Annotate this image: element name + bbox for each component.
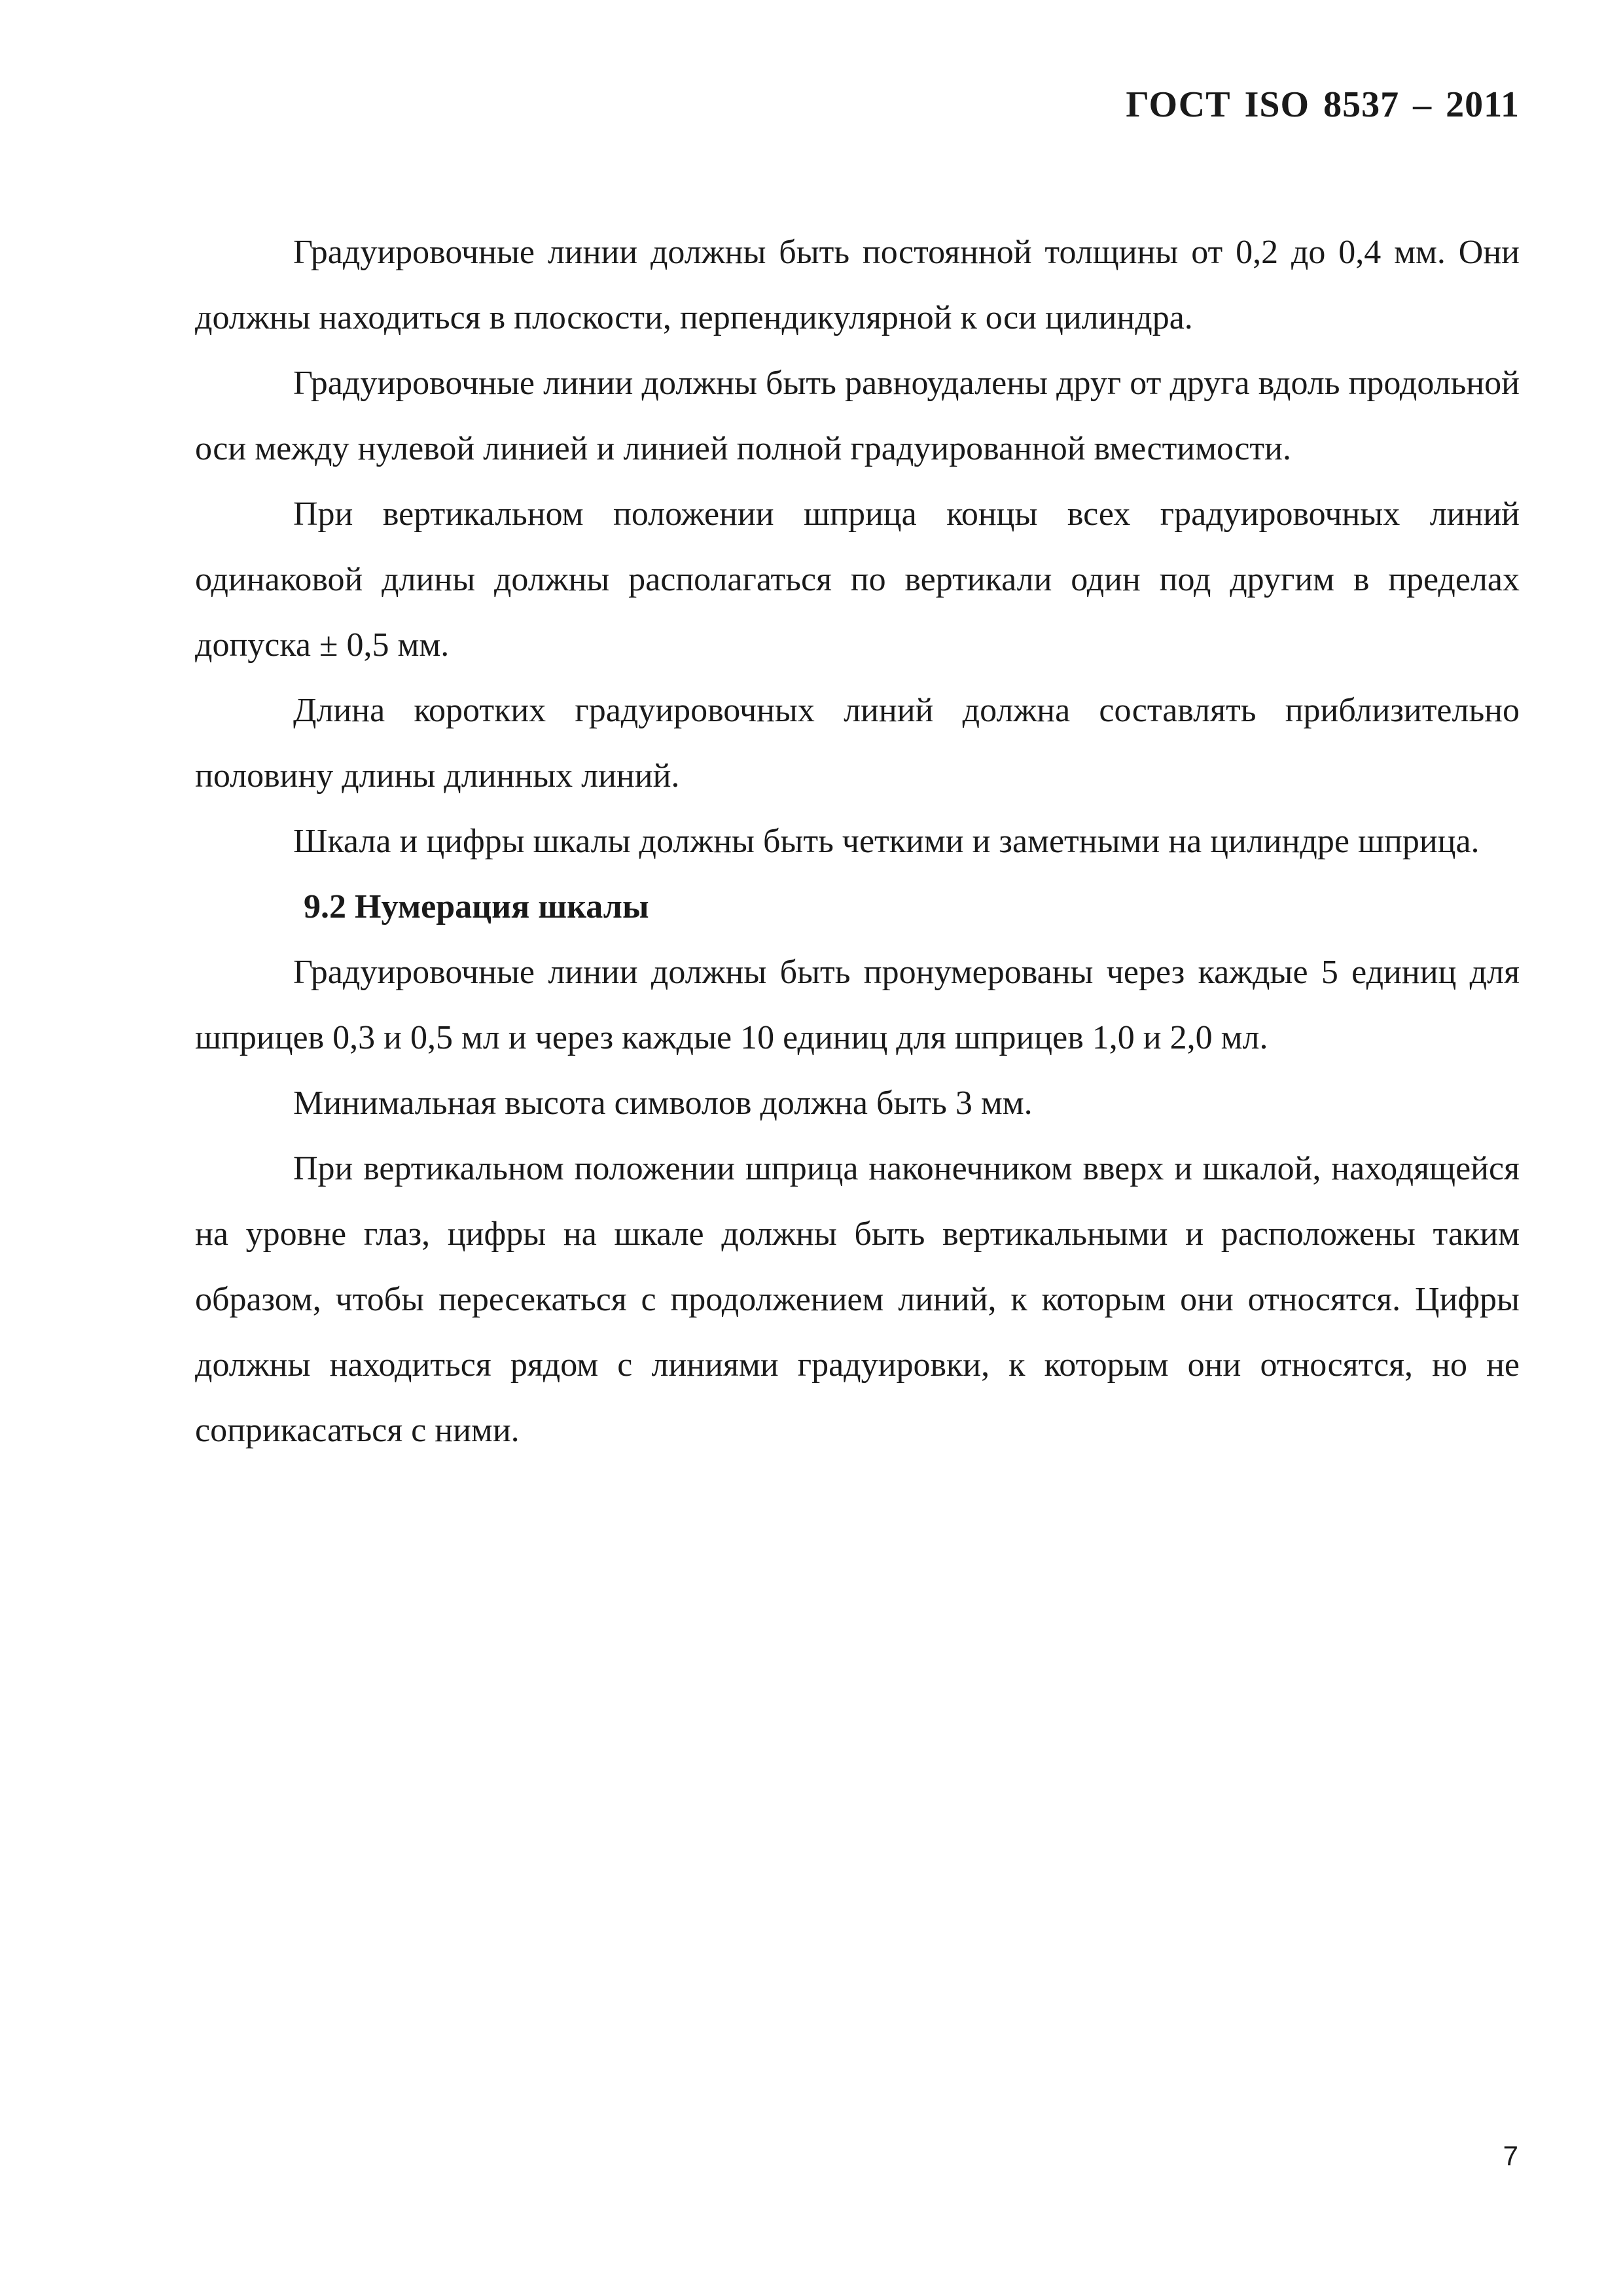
paragraph-numbering-interval: Градуировочные линии должны быть пронумерованы через каждые 5 единиц для шприцев 0,3 и 0,5 мл и через каждые 10 единиц для шприцев 1,0 и 2,0 мл. [195,954,1520,1056]
paragraph-line-spacing: Градуировочные линии должны быть равноудалены друг от друга вдоль продольной оси между нулевой линией и линией полной градуированной вместимости. [195,365,1520,467]
section-heading: 9.2 Нумерация шкалы [304,888,649,925]
paragraph-line-thickness: Градуировочные линии должны быть постоянной толщины от 0,2 до 0,4 мм. Они должны находиться в плоскости, перпендикулярной к оси цилиндра. [195,234,1520,336]
paragraph-character-height: Минимальная высота символов должна быть 3 мм. [293,1085,1033,1122]
page-number: 7 [1503,2140,1518,2171]
paragraph-short-lines: Длина коротких градуировочных линий должна составлять приблизительно половину длины длинных линий. [195,692,1520,795]
paragraph-numeral-placement: При вертикальном положении шприца наконечником вверх и шкалой, находящейся на уровне глаз, цифры на шкале должны быть вертикальными и расположены таким образом, чтобы пересекаться с продолжением линий, к которым они относятся. Цифры должны находиться рядом с линиями градуировки, к которым они относятся, но не соприкасаться с ними. [195,1150,1520,1449]
paragraph-scale-legibility: Шкала и цифры шкалы должны быть четкими и заметными на цилиндре шприца. [293,823,1480,860]
paragraph-line-alignment: При вертикальном положении шприца концы всех градуировочных линий одинаковой длины должны располагаться по вертикали один под другим в пределах допуска ± 0,5 мм. [195,495,1520,664]
document-body [195,220,1520,1463]
document-header: ГОСТ ISO 8537 – 2011 [1126,84,1520,125]
